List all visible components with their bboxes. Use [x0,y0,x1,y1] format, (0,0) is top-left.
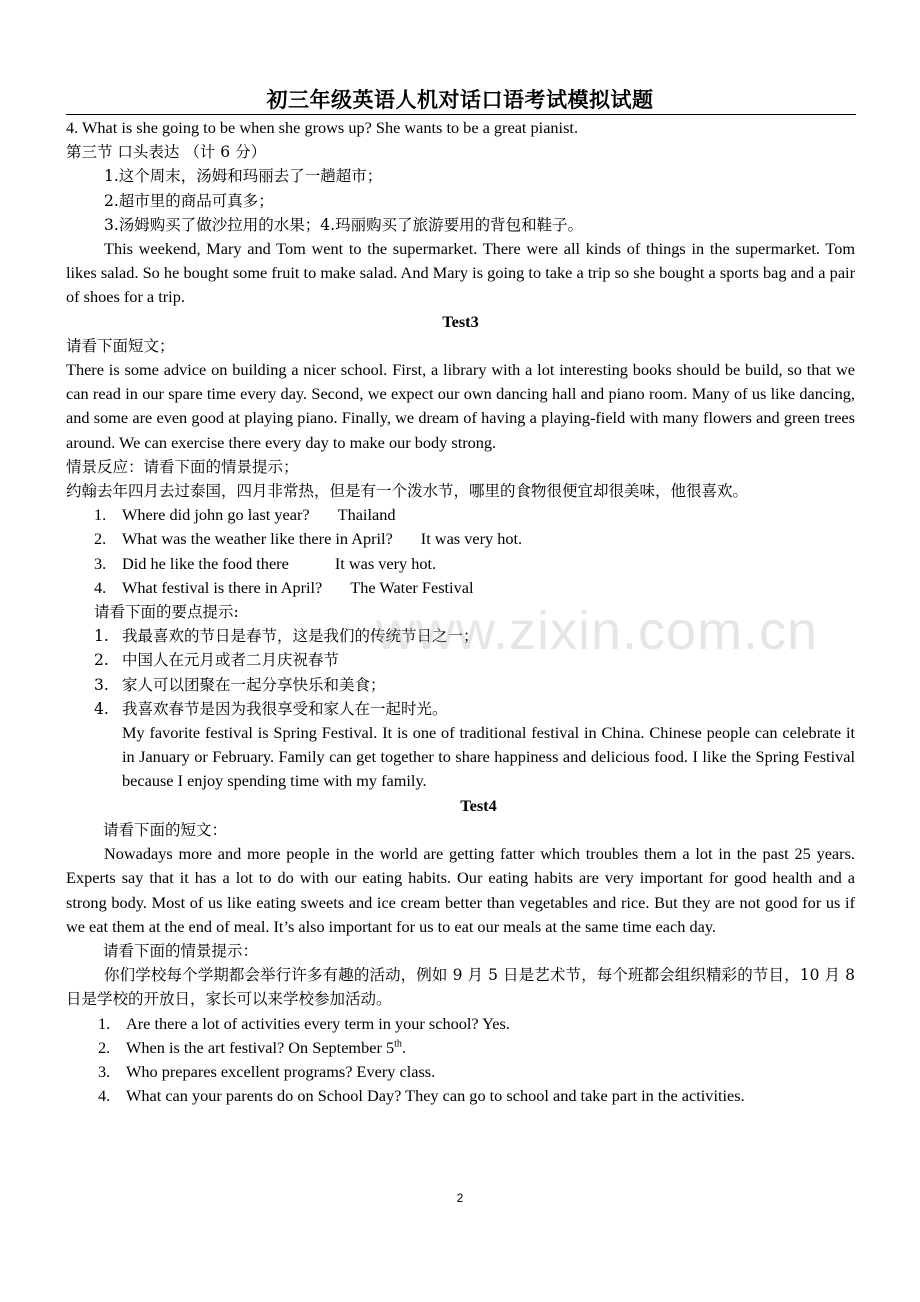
item-number: 3. [94,553,107,573]
qa-answer: It was very hot. [334,553,437,573]
list-item [66,697,855,721]
list-item [66,1084,855,1108]
item-number: 2. [94,651,109,670]
qa-answer: The Water Festival [350,577,474,597]
test3-passage: There is some advice on building a nicer school. First, a library with a lot interesting books should be build, so that we can read in our spare time every day. Second, we expect our own dancing hall and piano room. Many of us like dancing, and some are even good at playing piano. Finally, we dream of having a playing-field with many flowers and green trees around. We can exercise there every day to make our body strong. [66,360,855,452]
test3-scene-prompt: 情景反应：请看下面的情景提示； [66,457,299,476]
list-item [66,576,855,600]
qa-question: What was the weather like there in April? [122,529,393,549]
qa-text: What can your parents do on School Day? They can go to school and take part in the activities. [126,1086,745,1106]
test3-read-prompt: 请看下面短文； [66,336,175,355]
item-number: 1. [94,627,109,646]
item-number: 2. [94,529,107,549]
intro-answer: This weekend, Mary and Tom went to the supermarket. There were all kinds of things in the supermarket. Tom likes salad. So he bought some fruit to make salad. And Mary is going to take a trip so she bought a sports bag and a pair of shoes for a trip. [66,239,855,307]
list-item [66,673,855,697]
point-text: 中国人在元月或者二月庆祝春节 [122,651,340,670]
header-rule [66,114,856,115]
item-number: 4. [94,699,109,718]
test4-scene: 你们学校每个学期都会举行许多有趣的活动，例如 9 月 5 日是艺术节，每个班都会组织精彩的节目，10 月 8 日是学校的开放日，家长可以来学校参加活动。 [66,966,855,1009]
qa-text: Who prepares excellent programs? Every class. [126,1061,436,1081]
list-item [66,1060,855,1084]
qa-text: When is the art festival? On September 5 [126,1037,395,1057]
test3-answer: My favorite festival is Spring Festival. It is one of traditional festival in China. Chinese people can celebrate it in January or February. Family can get together to share happiness and delicious food. I like the Spring Festival because I enjoy spending time with my family. [122,723,855,791]
intro-point: 1.这个周末，汤姆和玛丽去了一趟超市； [104,167,383,186]
item-number: 3. [94,675,109,694]
test3-points-prompt: 请看下面的要点提示: [94,603,239,622]
test4-passage: Nowadays more and more people in the world are getting fatter which troubles them a lot in the past 25 years. Experts say that it has a lot to do with our eating habits. Our eating habits are very important for good health and a strong body. Most of us like eating sweets and ice cream better than vegetables and rice. But they are not good for us if we eat them at the end of meal. It’s also important for us to eat our meals at the same time each day. [66,844,855,936]
item-number: 4. [94,577,107,597]
question-4: 4. What is she going to be when she grows up? She wants to be a great pianist. [66,118,579,137]
point-text: 我喜欢春节是因为我很享受和家人在一起时光。 [122,699,448,718]
qa-answer: It was very hot. [420,529,523,549]
item-number: 3. [98,1061,111,1081]
test3-scene: 约翰去年四月去过泰国，四月非常热，但是有一个泼水节，哪里的食物很便宜却很美味，他很喜欢。 [66,482,749,501]
item-number: 1. [94,505,107,525]
item-number: 4. [98,1086,111,1106]
page-title: 初三年级英语人机对话口语考试模拟试题 [266,88,654,112]
point-text: 家人可以团聚在一起分享快乐和美食； [122,675,386,694]
ordinal-suffix: th [394,1038,402,1050]
point-text: 我最喜欢的节日是春节，这是我们的传统节日之一； [122,627,479,646]
list-item [66,1012,855,1036]
item-number: 2. [98,1037,111,1057]
test4-scene-prompt: 请看下面的情景提示： [103,941,259,960]
qa-answer: Thailand [337,505,396,525]
qa-text: Are there a lot of activities every term in your school? Yes. [126,1013,510,1033]
test3-title: Test3 [442,311,479,331]
watermark: www.zixin.com.cn [376,601,819,661]
test4-read-prompt: 请看下面的短文： [103,820,228,839]
qa-question: Where did john go last year? [122,505,310,525]
list-item [66,503,855,527]
list-item [66,527,855,551]
test4-title: Test4 [460,795,497,815]
list-item [66,1036,855,1060]
test4-qa-list [66,1012,855,1109]
qa-question: What festival is there in April? [122,577,323,597]
section-3-heading: 第三节 口头表达 （计 6 分） [66,143,267,162]
intro-point: 3.汤姆购买了做沙拉用的水果；4.玛丽购买了旅游要用的背包和鞋子。 [104,215,584,234]
intro-point: 2.超市里的商品可真多； [104,191,274,210]
qa-text-end: . [401,1037,406,1057]
list-item [66,552,855,576]
page-number: 2 [456,1191,464,1205]
item-number: 1. [98,1013,111,1033]
test3-qa-list [66,503,855,600]
qa-question: Did he like the food there [122,553,289,573]
